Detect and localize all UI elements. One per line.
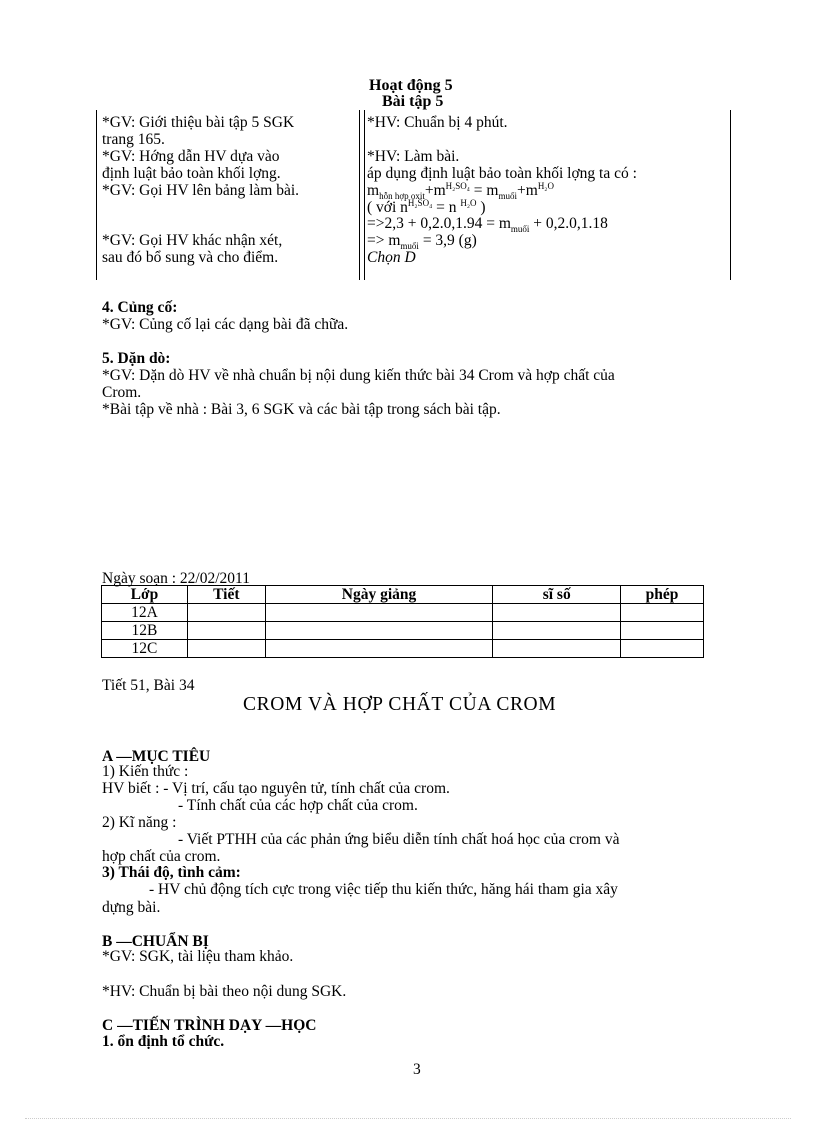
table-border-right bbox=[730, 110, 731, 280]
table-divider bbox=[359, 110, 360, 280]
equation-2: ( với $n^{H_2SO_4} = n$ $^{H_2O}$ ) bbox=[367, 197, 486, 216]
col-header-period: Tiết bbox=[187, 586, 265, 604]
table-row bbox=[102, 604, 704, 622]
class-cell: 12B bbox=[102, 622, 188, 640]
section-5-line-2: Crom. bbox=[102, 384, 142, 401]
col-header-class: Lớp bbox=[102, 586, 188, 604]
gv-step-4b: sau đó bổ sung và cho điểm. bbox=[102, 249, 279, 266]
table-row bbox=[102, 640, 704, 658]
table-border-left bbox=[96, 110, 97, 280]
lesson-title: CROM VÀ HỢP CHẤT CỦA CROM bbox=[243, 694, 557, 715]
hv-step-1: *HV: Chuẩn bị 4 phút. bbox=[367, 114, 508, 131]
schedule-table bbox=[101, 585, 704, 658]
page-bottom-divider bbox=[25, 1118, 791, 1119]
col-header-teaching-date: Ngày giảng bbox=[265, 586, 493, 604]
gv-step-4: *GV: Gọi HV khác nhận xét, bbox=[102, 232, 283, 249]
col-header-class-size: sĩ số bbox=[493, 586, 621, 604]
activity-subheading: Bài tập 5 bbox=[382, 93, 444, 110]
gv-step-3: *GV: Gọi HV lên bảng làm bài. bbox=[102, 182, 300, 199]
page-number: 3 bbox=[413, 1061, 421, 1078]
answer-choice: Chọn D bbox=[367, 249, 416, 266]
equation-4: => $m_{muối} = 3,9$ (g) bbox=[367, 232, 477, 252]
section-c-heading: C —TIẾN TRÌNH DẠY —HỌC bbox=[102, 1017, 317, 1034]
col-header-excused: phép bbox=[621, 586, 704, 604]
section-5-line-1: *GV: Dặn dò HV về nhà chuẩn bị nội dung kiến thức bài 34 Crom và hợp chất của bbox=[102, 367, 615, 384]
section-a-line: - Tính chất của các hợp chất của crom. bbox=[178, 797, 418, 814]
gv-step-2: *GV: Hớng dẫn HV dựa vào bbox=[102, 148, 280, 165]
section-b-line: *GV: SGK, tài liệu tham khảo. bbox=[102, 948, 294, 965]
table-row bbox=[102, 622, 704, 640]
gv-step-1b: trang 165. bbox=[102, 131, 165, 148]
section-a-line: - HV chủ động tích cực trong việc tiếp thu kiến thức, hăng hái tham gia xây bbox=[149, 881, 618, 898]
class-cell: 12C bbox=[102, 640, 188, 658]
section-a-heading: A —MỤC TIÊU bbox=[102, 748, 211, 765]
section-a-line: 1) Kiến thức : bbox=[102, 763, 189, 780]
lesson-period: Tiết 51, Bài 34 bbox=[102, 677, 195, 694]
section-a-line: HV biết : - Vị trí, cấu tạo nguyên tử, tính chất của crom. bbox=[102, 780, 450, 797]
activity-heading: Hoạt động 5 bbox=[369, 77, 453, 94]
section-b-heading: B —CHUẨN BỊ bbox=[102, 933, 209, 950]
section-c-line: 1. ổn định tổ chức. bbox=[102, 1033, 225, 1050]
section-a-subheading: 3) Thái độ, tình cảm: bbox=[102, 864, 241, 881]
section-4-text: *GV: Củng cố lại các dạng bài đã chữa. bbox=[102, 316, 349, 333]
section-a-line: hợp chất của crom. bbox=[102, 848, 221, 865]
date-label: Ngày soạn : 22/02/2011 bbox=[102, 570, 250, 587]
hv-step-2: *HV: Làm bài. bbox=[367, 148, 460, 165]
table-header-row bbox=[102, 586, 704, 604]
gv-step-2b: định luật bảo toàn khối lợng. bbox=[102, 165, 281, 182]
hv-step-3: áp dụng định luật bảo toàn khối lợng ta có : bbox=[367, 165, 637, 182]
section-a-line: dựng bài. bbox=[102, 899, 161, 916]
section-b-line: *HV: Chuẩn bị bài theo nội dung SGK. bbox=[102, 983, 347, 1000]
class-cell: 12A bbox=[102, 604, 188, 622]
section-a-line: - Viết PTHH của các phản ứng biểu diễn tính chất hoá học của crom và bbox=[178, 831, 620, 848]
gv-step-1: *GV: Giới thiệu bài tập 5 SGK bbox=[102, 114, 295, 131]
equation-1: $m_{hỗn hợp oxit}+m^{H_2SO_4} = m_{muối}+m^{H_2O}$ bbox=[367, 180, 554, 202]
section-5-heading: 5. Dặn dò: bbox=[102, 350, 171, 367]
section-5-line-3: *Bài tập về nhà : Bài 3, 6 SGK và các bài tập trong sách bài tập. bbox=[102, 401, 501, 418]
section-4-heading: 4. Củng cố: bbox=[102, 299, 178, 316]
table-divider bbox=[364, 110, 365, 280]
section-a-line: 2) Kĩ năng : bbox=[102, 814, 177, 831]
equation-3: $=>2,3 + 0,2.0,1.94 = m_{muối} + 0,2.0,1.18$ bbox=[367, 215, 608, 235]
